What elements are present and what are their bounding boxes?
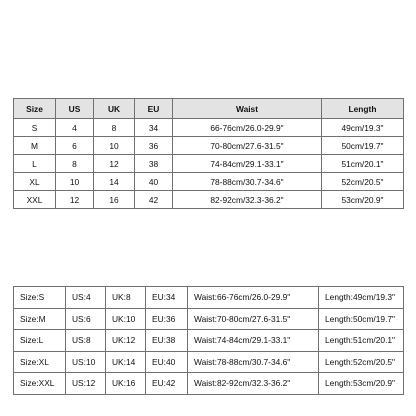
table-cell: Length:51cm/20.1"	[319, 330, 404, 352]
table-cell: 49cm/19.3"	[322, 119, 404, 137]
size-chart-labeled-table	[13, 286, 404, 395]
table-cell: 74-84cm/29.1-33.1"	[173, 155, 322, 173]
table-cell: Size:S	[14, 287, 66, 309]
table-cell: Waist:74-84cm/29.1-33.1"	[188, 330, 319, 352]
table-cell: 10	[56, 173, 94, 191]
table-cell: EU:40	[146, 351, 188, 373]
table-cell: 70-80cm/27.6-31.5"	[173, 137, 322, 155]
table-cell: L	[14, 155, 56, 173]
table-row	[14, 373, 404, 395]
table-cell: 10	[94, 137, 135, 155]
table-row	[14, 155, 404, 173]
table-cell: 12	[56, 191, 94, 209]
table-cell: 78-88cm/30.7-34.6"	[173, 173, 322, 191]
table-cell: Waist:78-88cm/30.7-34.6"	[188, 351, 319, 373]
column-header: Waist	[173, 99, 322, 119]
table-cell: 14	[94, 173, 135, 191]
column-header: EU	[135, 99, 173, 119]
table-cell: Size:L	[14, 330, 66, 352]
table-cell: 42	[135, 191, 173, 209]
table-cell: 53cm/20.9"	[322, 191, 404, 209]
table-cell: US:6	[66, 308, 106, 330]
table-cell: US:12	[66, 373, 106, 395]
table-cell: Length:53cm/20.9"	[319, 373, 404, 395]
table-cell: Length:50cm/19.7"	[319, 308, 404, 330]
table-cell: 51cm/20.1"	[322, 155, 404, 173]
table-cell: 36	[135, 137, 173, 155]
table-cell: EU:38	[146, 330, 188, 352]
table-cell: 82-92cm/32.3-36.2"	[173, 191, 322, 209]
table-cell: 50cm/19.7"	[322, 137, 404, 155]
column-header: Length	[322, 99, 404, 119]
table-cell: S	[14, 119, 56, 137]
table-cell: 8	[94, 119, 135, 137]
table-row	[14, 330, 404, 352]
table-cell: 38	[135, 155, 173, 173]
table-header-row	[14, 99, 404, 119]
table-cell: 4	[56, 119, 94, 137]
table-cell: XXL	[14, 191, 56, 209]
table-cell: UK:16	[106, 373, 146, 395]
size-chart-table	[13, 98, 404, 209]
table-cell: M	[14, 137, 56, 155]
table-row	[14, 173, 404, 191]
table-cell: XL	[14, 173, 56, 191]
table-cell: 16	[94, 191, 135, 209]
table-cell: 40	[135, 173, 173, 191]
table-row	[14, 287, 404, 309]
table-cell: Length:49cm/19.3"	[319, 287, 404, 309]
table-cell: UK:14	[106, 351, 146, 373]
table-cell: UK:8	[106, 287, 146, 309]
table-cell: Waist:70-80cm/27.6-31.5"	[188, 308, 319, 330]
table-row	[14, 351, 404, 373]
table-cell: Waist:82-92cm/32.3-36.2"	[188, 373, 319, 395]
table-cell: 12	[94, 155, 135, 173]
table-row	[14, 137, 404, 155]
column-header: UK	[94, 99, 135, 119]
table-cell: Size:XL	[14, 351, 66, 373]
table-row	[14, 308, 404, 330]
table-cell: EU:34	[146, 287, 188, 309]
table-cell: Length:52cm/20.5"	[319, 351, 404, 373]
table-cell: US:4	[66, 287, 106, 309]
table-cell: US:8	[66, 330, 106, 352]
table-cell: UK:12	[106, 330, 146, 352]
table-cell: Size:XXL	[14, 373, 66, 395]
column-header: US	[56, 99, 94, 119]
table-cell: 52cm/20.5"	[322, 173, 404, 191]
table-cell: UK:10	[106, 308, 146, 330]
table-cell: EU:36	[146, 308, 188, 330]
table-cell: US:10	[66, 351, 106, 373]
table-cell: Waist:66-76cm/26.0-29.9"	[188, 287, 319, 309]
table-cell: 6	[56, 137, 94, 155]
table-cell: EU:42	[146, 373, 188, 395]
table-cell: 66-76cm/26.0-29.9"	[173, 119, 322, 137]
table-row	[14, 191, 404, 209]
table-cell: 8	[56, 155, 94, 173]
table-cell: Size:M	[14, 308, 66, 330]
column-header: Size	[14, 99, 56, 119]
table-cell: 34	[135, 119, 173, 137]
table-row	[14, 119, 404, 137]
